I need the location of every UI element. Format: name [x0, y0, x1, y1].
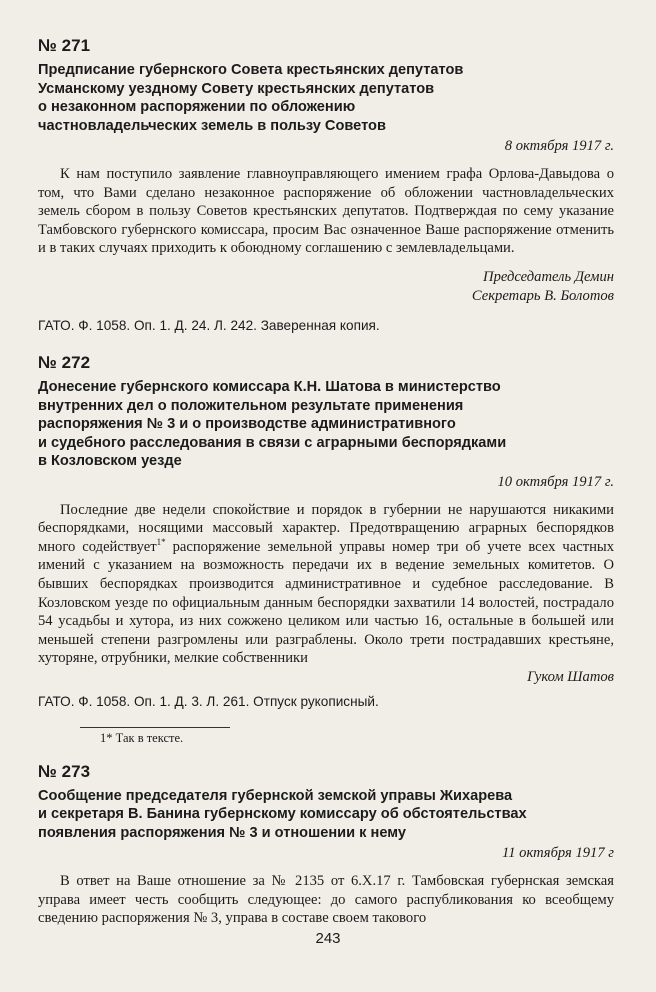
doc-271-number: № 271 [38, 36, 91, 55]
footnote-divider [80, 727, 230, 728]
doc-272-body-part-2: распоряжение земельной управы номер три об учете всех частных имений с указанием на возможность передачи их в ведение земельных комитетов. О бывших беспорядках производится административное и судебное расследование. В Козловском уезде по официальным данным беспорядки захватили 14 волостей, пострадало 54 усадьбы и хутора, из них сожжено целиком или частью 16, остальные в большей или меньшей степени разгромлены или разграблены. Около трети пострадавших крестьяне, хуторяне, отрубники, мелкие собственники [38, 538, 614, 667]
doc-272-title-line-1: Донесение губернского комиссара К.Н. Шатова в министерство [38, 379, 501, 396]
doc-273-body: В ответ на Ваше отношение за № 2135 от 6.X.17 г. Тамбовская губернская земская управа имеет честь сообщить следующее: до самого распубликования ко всеобщему сведению распоряжения № 3, управа в составе своем такового [38, 873, 614, 927]
doc-272-title-line-4: и судебного расследования в связи с аграрными беспорядками [38, 434, 507, 451]
doc-272-signature: Гуком Шатов [527, 669, 614, 685]
doc-271-body: К нам поступило заявление главноуправляющего имением графа Орлова-Давыдова о том, что Вами сделано незаконное распоряжение об обложении частновладельческих земель сбором в пользу Советов крестьянских депутатов. Подтверждая по сему указание Тамбовского губернского комиссара, просим Вас означенное Ваше распоряжение отменить и в таких случаях приходить к обоюдному соглашению с землевладельцами. [38, 166, 614, 257]
doc-273-number: № 273 [38, 761, 91, 781]
doc-271-signature-chair: Председатель Демин [483, 268, 614, 285]
doc-271-signature-secretary: Секретарь В. Болотов [471, 287, 614, 304]
doc-273-date: 11 октября 1917 г [502, 845, 614, 862]
doc-272-title-line-5: в Козловском уезде [38, 453, 182, 470]
doc-271-date: 8 октября 1917 г. [504, 138, 614, 154]
doc-271-title-line-3: о незаконном распоряжении по обложению [38, 99, 356, 115]
doc-272-date: 10 октября 1917 г. [497, 473, 614, 490]
doc-272-body [38, 501, 614, 668]
doc-273-title-line-1: Сообщение председателя губернской земской управы Жихарева [38, 787, 513, 804]
doc-273-title-line-2: и секретаря В. Банина губернскому комиссару об обстоятельствах [38, 806, 527, 823]
doc-272-footnote-mark: 1* [156, 536, 166, 547]
doc-272 [38, 353, 614, 745]
doc-272-footnote: 1* Так в тексте. [100, 730, 184, 745]
doc-272-title-line-3: распоряжения № 3 и о производстве административного [38, 416, 456, 433]
page-number: 243 [315, 930, 341, 947]
doc-272-source: ГАТО. Ф. 1058. Оп. 1. Д. 3. Л. 261. Отпуск рукописный. [38, 693, 379, 709]
doc-272-title-line-2: внутренних дел о положительном результате применения [38, 397, 464, 414]
doc-273-title-line-3: появления распоряжения № 3 и отношении к нему [38, 824, 406, 841]
doc-271-title-line-4: частновладельческих земель в пользу Советов [38, 117, 386, 134]
document-page [38, 36, 614, 928]
doc-273 [38, 762, 614, 928]
doc-271-title-line-2: Усманскому уездному Совету крестьянских депутатов [38, 80, 435, 97]
doc-272-body-part-1: Последние две недели спокойствие и порядок в губернии не нарушаются никакими беспорядками, носящими массовый характер. Предотвращению аграрных беспорядков много содействует [38, 501, 614, 555]
doc-271 [38, 36, 614, 335]
doc-271-source: ГАТО. Ф. 1058. Оп. 1. Д. 24. Л. 242. Заверенная копия. [38, 318, 380, 334]
doc-272-number: № 272 [38, 353, 91, 373]
doc-271-title-line-1: Предписание губернского Совета крестьянских депутатов [38, 62, 464, 78]
